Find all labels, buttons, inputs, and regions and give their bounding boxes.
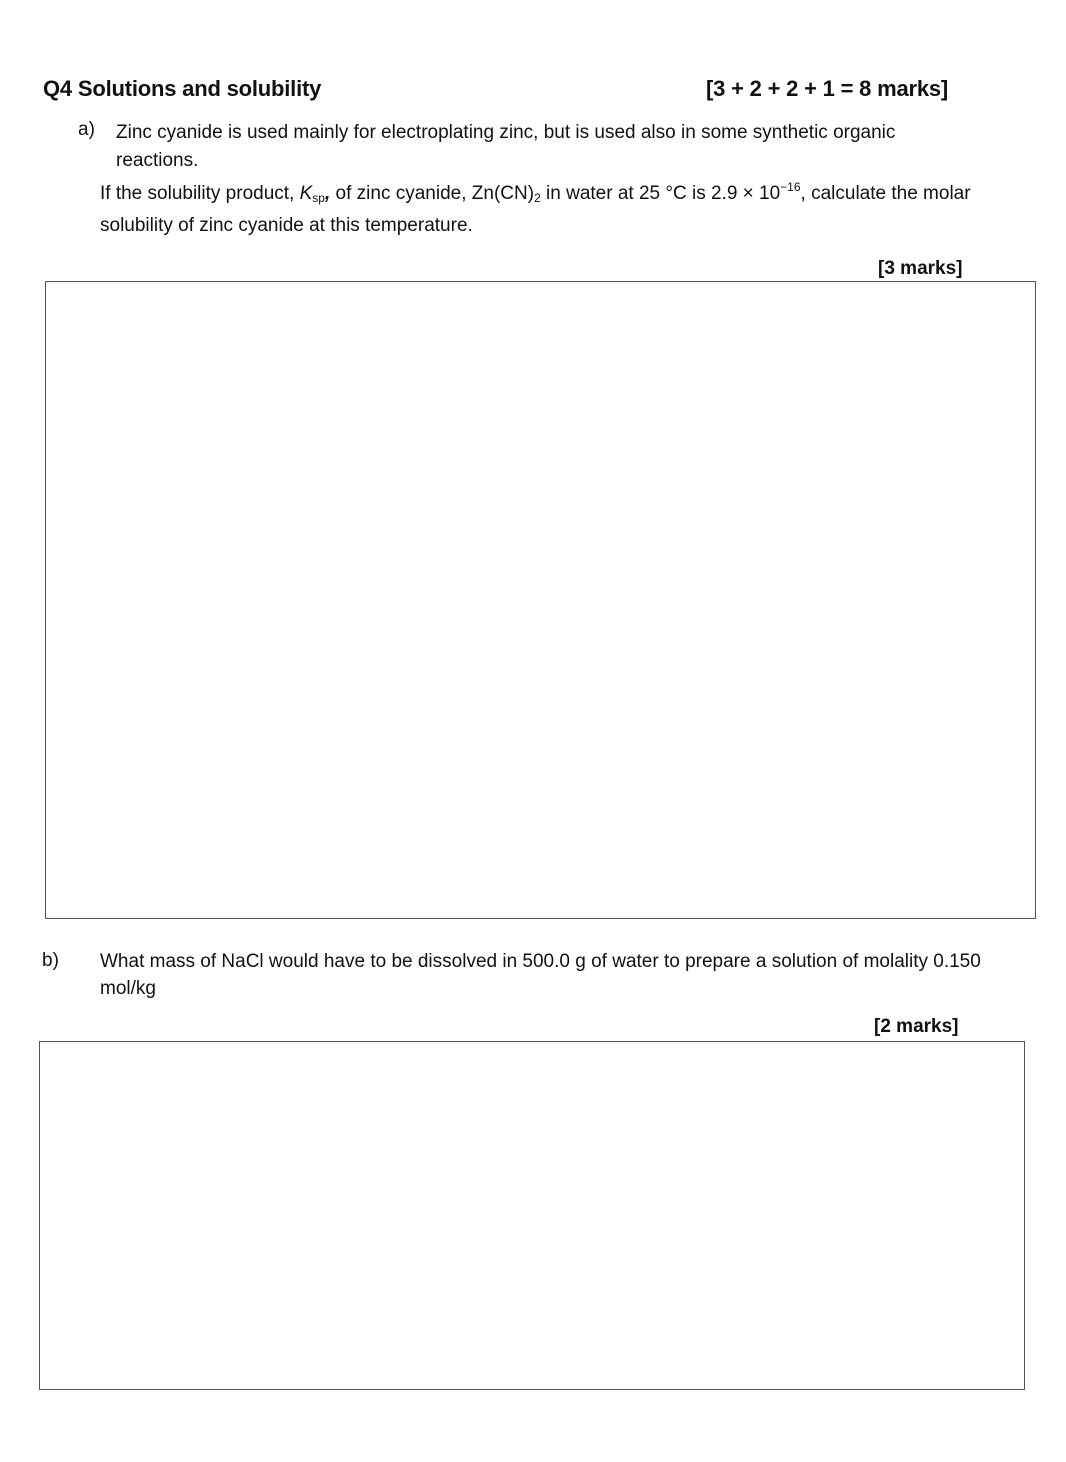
- part-b-label: b): [42, 950, 59, 971]
- part-a-marks: [3 marks]: [878, 258, 963, 279]
- part-a-intro-text: Zinc cyanide is used mainly for electroplating zinc, but is used also in some synthetic organic reactions.: [116, 122, 896, 171]
- part-b-marks: [2 marks]: [874, 1016, 959, 1037]
- exponent: −16: [780, 180, 801, 194]
- part-b-question-text: What mass of NaCl would have to be dissolved in 500.0 g of water to prepare a solution of molality 0.150 mol/kg: [100, 951, 981, 999]
- part-a-text-mid: of zinc cyanide, Zn(CN): [330, 183, 535, 204]
- part-a-question-text: [100, 174, 1000, 239]
- question-title: Q4 Solutions and solubility: [43, 76, 322, 101]
- ksp-comma: ,: [324, 183, 331, 204]
- ksp-symbol: K: [299, 183, 313, 204]
- part-a-text-mid2: in water at 25 °C is 2.9 × 10: [540, 183, 781, 204]
- question-total-marks: [3 + 2 + 2 + 1 = 8 marks]: [706, 76, 949, 101]
- part-a-text-end: , calculate the molar solubility of zinc cyanide at this temperature.: [100, 183, 971, 236]
- part-a-answer-box[interactable]: [45, 281, 1036, 919]
- part-a-label: a): [78, 119, 95, 140]
- part-a-text-pre: If the solubility product,: [100, 183, 300, 204]
- ksp-subscript: sp: [312, 191, 325, 205]
- part-b-answer-box[interactable]: [39, 1041, 1025, 1390]
- formula-subscript: 2: [534, 191, 541, 205]
